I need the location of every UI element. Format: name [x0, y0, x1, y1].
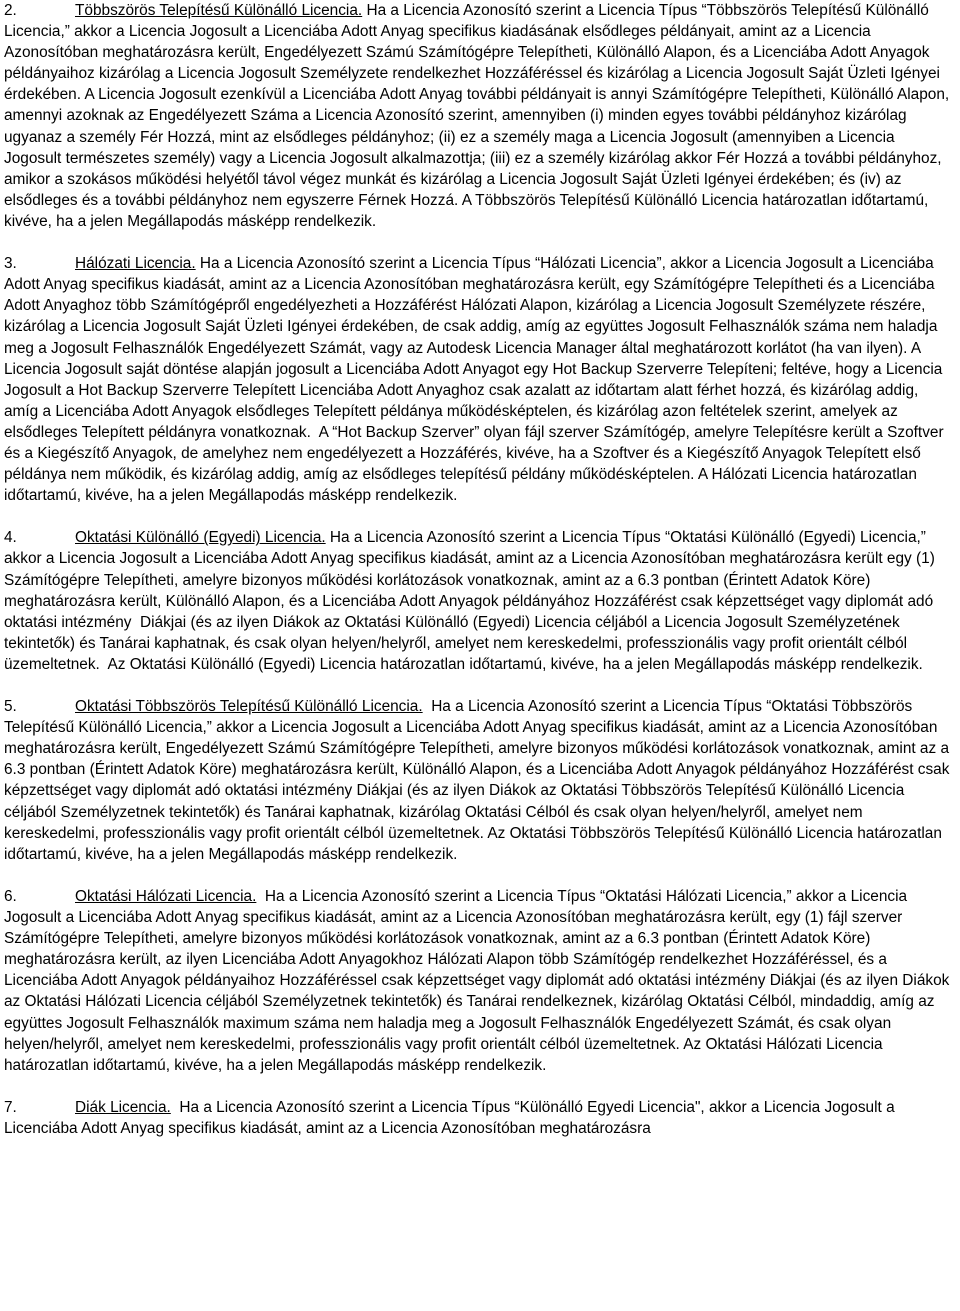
section-number: 5. [4, 698, 17, 716]
section-heading: Oktatási Többszörös Telepítésű Különálló Licencia. [75, 698, 423, 716]
section-body: Ha a Licencia Azonosító szerint a Licencia Típus “Különálló Egyedi Licencia", akkor a Licencia Jogosult a Licenciába Adott Anyag specifikus kiadását, amint az a Licencia Azonosítóban meghatározásra [4, 1098, 899, 1137]
section-body: Ha a Licencia Azonosító szerint a Licencia Típus “Oktatási Többszörös Telepítésű Különálló Licencia,” akkor a Licencia Jogosult a Licenciába Adott Anyag specifikus kiadását, amint az a Licencia Azonosítóban meghatározásra került, Engedélyezett Számú Számítógépre Telepítheti, amelyre bizonyos működési korlátozások vonatkoznak, amint az a 6.3 pontban (Érintett Adatok Köre) meghatározásra került, Különálló Alapon, és a Licenciába Adott Anyagok példányához Hozzáférést csak képzettséget vagy diplomát adó oktatási intézmény Diákjai (és az ilyen Diákok az Oktatási Többszörös Telepítésű Különálló Licencia céljából Személyzetnek tekintetők) és Tanárai kaphatnak, kizárólag Oktatási Célból és csak olyan helyen/helyről, amelyet nem kereskedelmi, professzionális vagy profit orientált célból üzemeltetnek. Az Oktatási Többszörös Telepítésű Különálló Licencia határozatlan időtartamú, kivéve, ha a jelen Megállapodás másképp rendelkezik. [4, 698, 954, 863]
section-number: 3. [4, 255, 17, 273]
section-6 [4, 886, 956, 1076]
section-5 [4, 696, 956, 865]
section-body: Ha a Licencia Azonosító szerint a Licencia Típus “Hálózati Licencia”, akkor a Licencia Jogosult a Licenciába Adott Anyag specifikus kiadását, amint az a Licencia Azonosítóban meghatározásra került, egy Számítógépre Telepítheti és a Licenciába Adott Anyaghoz több Számítógépről engedélyezheti a Hozzáférést Hálózati Alapon, kizárólag a Licencia Jogosult Személyzete részére, kizárólag a Licencia Jogosult Saját Üzleti Igényei érdekében, de csak addig, amíg az együttes Jogosult Felhasználók száma nem haladja meg a Jogosult Felhasználók Engedélyezett Számát, vagy az Autodesk Licencia Manager által meghatározott korlátot (ha van ilyen). A Licencia Jogosult saját döntése alapján jogosult a Licenciába Adott Anyagot egy Hot Backup Szerverre Telepíteni; feltéve, hogy a Licencia Jogosult a Hot Backup Szerverre Telepített Licenciába Adott Anyaghoz csak azalatt az időtartam alatt férhet hozzá, és kizárólag addig, amíg a Licenciába Adott Anyagok elsődleges Telepített példánya működésképtelen, és kizárólag azon feltételek szerint, amelyek az elsődleges Telepített példányra vonatkoznak. A “Hot Backup Szerver” olyan fájl szerver Számítógép, amelyre Telepítésre került a Szoftver és a Kiegészítő Anyagok, de amelyhez nem engedélyezett a Hozzáférés, kivéve, ha a Szoftver és a Kiegészítő Anyagok Telepített első példánya nem működik, és kizárólag addig, amíg az elsődleges telepítésű példány működésképtelen. A Hálózati Licencia határozatlan időtartamú, kivéve, ha a jelen Megállapodás másképp rendelkezik. [4, 255, 948, 505]
section-number: 6. [4, 887, 17, 905]
section-heading: Diák Licencia. [75, 1098, 171, 1116]
section-body: Ha a Licencia Azonosító szerint a Licencia Típus “Oktatási Különálló (Egyedi) Licencia,” akkor a Licencia Jogosult a Licenciába Adott Anyag specifikus kiadását, amint az a Licencia Azonosítóban meghatározásra került egy (1) Számítógépre Telepítheti, amelyre bizonyos működési korlátozások vonatkoznak, amint az a 6.3 pontban (Érintett Adatok Köre) meghatározásra került, Különálló Alapon, és a Licenciába Adott Anyagok példányához Hozzáférést csak képzettséget vagy diplomát adó oktatási intézmény Diákjai (és az ilyen Diákok az Oktatási Különálló (Egyedi) Licencia céljából a Licencia Jogosult Személyzetének tekintetők) és Tanárai kaphatnak, és csak olyan helyen/helyről, amelyet nem kereskedelmi, professzionális vagy profit orientált célból üzemeltetnek. Az Oktatási Különálló (Egyedi) Licencia határozatlan időtartamú, kivéve, ha a jelen Megállapodás másképp rendelkezik. [4, 529, 940, 673]
section-heading: Hálózati Licencia. [75, 255, 196, 273]
section-body: Ha a Licencia Azonosító szerint a Licencia Típus “Oktatási Hálózati Licencia,” akkor a Licencia Jogosult a Licenciába Adott Anyag specifikus kiadását, amint az a Licencia Azonosítóban meghatározásra került, egy (1) fájl szerver Számítógépre Telepítheti, amelyre bizonyos működési korlátozások vonatkoznak, amint az a 6.3 pontban (Érintett Adatok Köre) meghatározásra került, az ilyen Licenciába Adott Anyagokhoz Hálózati Alapon több Számítógép rendelkezhet Hozzáféréssel, és a Licenciába Adott Anyagok példányaihoz Hozzáféréssel csak képzettséget vagy diplomát adó oktatási intézmény Diákjai (és az ilyen Diákok az Oktatási Hálózati Licencia céljából Személyzetnek tekintetők) és Tanárai rendelkeznek, kizárólag Oktatási Célból, mindaddig, amíg az együttes Jogosult Felhasználók maximum száma nem haladja meg a Jogosult Felhasználók Engedélyezett Számát, és csak olyan helyen/helyről, amelyet nem kereskedelmi, professzionális vagy profit orientált célból üzemeltetnek. Az Oktatási Hálózati Licencia határozatlan időtartamú, kivéve, ha a jelen Megállapodás másképp rendelkezik. [4, 887, 954, 1074]
section-body: Ha a Licencia Azonosító szerint a Licencia Típus “Többszörös Telepítésű Különálló Licencia,” akkor a Licencia Jogosult a Licenciába Adott Anyag specifikus kiadásának elsődleges példányait, amint az a Licencia Azonosítóban meghatározásra került, Engedélyezett Számú Számítógépre Telepítheti, Különálló Alapon, és a Licenciába Adott Anyagok példányaihoz kizárólag a Licencia Jogosult Személyzete rendelkezhet Hozzáféréssel és kizárólag a Licencia Jogosult Saját Üzleti Igényei érdekében. A Licencia Jogosult ezenkívül a Licenciába Adott Anyag további példányait is annyi Számítógépre Telepítheti, Különálló Alapon, amennyi azoknak az Engedélyezett Száma a Licencia Azonosító szerint, amennyiben (i) minden egyes további példányhoz kizárólag ugyanaz a személy Fér Hozzá, mint az elsődleges példányhoz; (ii) ez a személy maga a Licencia Jogosult (amennyiben a Licencia Jogosult természetes személy) vagy a Licencia Jogosult alkalmazottja; (iii) ez a személy kizárólag akkor Fér Hozzá a további példányhoz, amikor a szokásos működési helyétől távol végez munkát és kizárólag a Licencia Jogosult Saját Üzleti Igényei érdekében; és (iv) az elsődleges és a további példányhoz nem egyszerre Férnek Hozzá. A Többszörös Telepítésű Különálló Licencia határozatlan időtartamú, kivéve, ha a jelen Megállapodás másképp rendelkezik. [4, 2, 954, 230]
section-heading: Oktatási Hálózati Licencia. [75, 887, 257, 905]
section-heading: Oktatási Különálló (Egyedi) Licencia. [75, 529, 326, 547]
section-4 [4, 527, 956, 675]
section-7 [4, 1097, 956, 1139]
section-2 [4, 0, 956, 232]
section-3 [4, 253, 956, 506]
section-number: 7. [4, 1098, 17, 1116]
section-heading: Többszörös Telepítésű Különálló Licencia. [75, 2, 363, 19]
section-number: 4. [4, 529, 17, 547]
document-page [4, 0, 956, 1139]
section-number: 2. [4, 2, 17, 19]
